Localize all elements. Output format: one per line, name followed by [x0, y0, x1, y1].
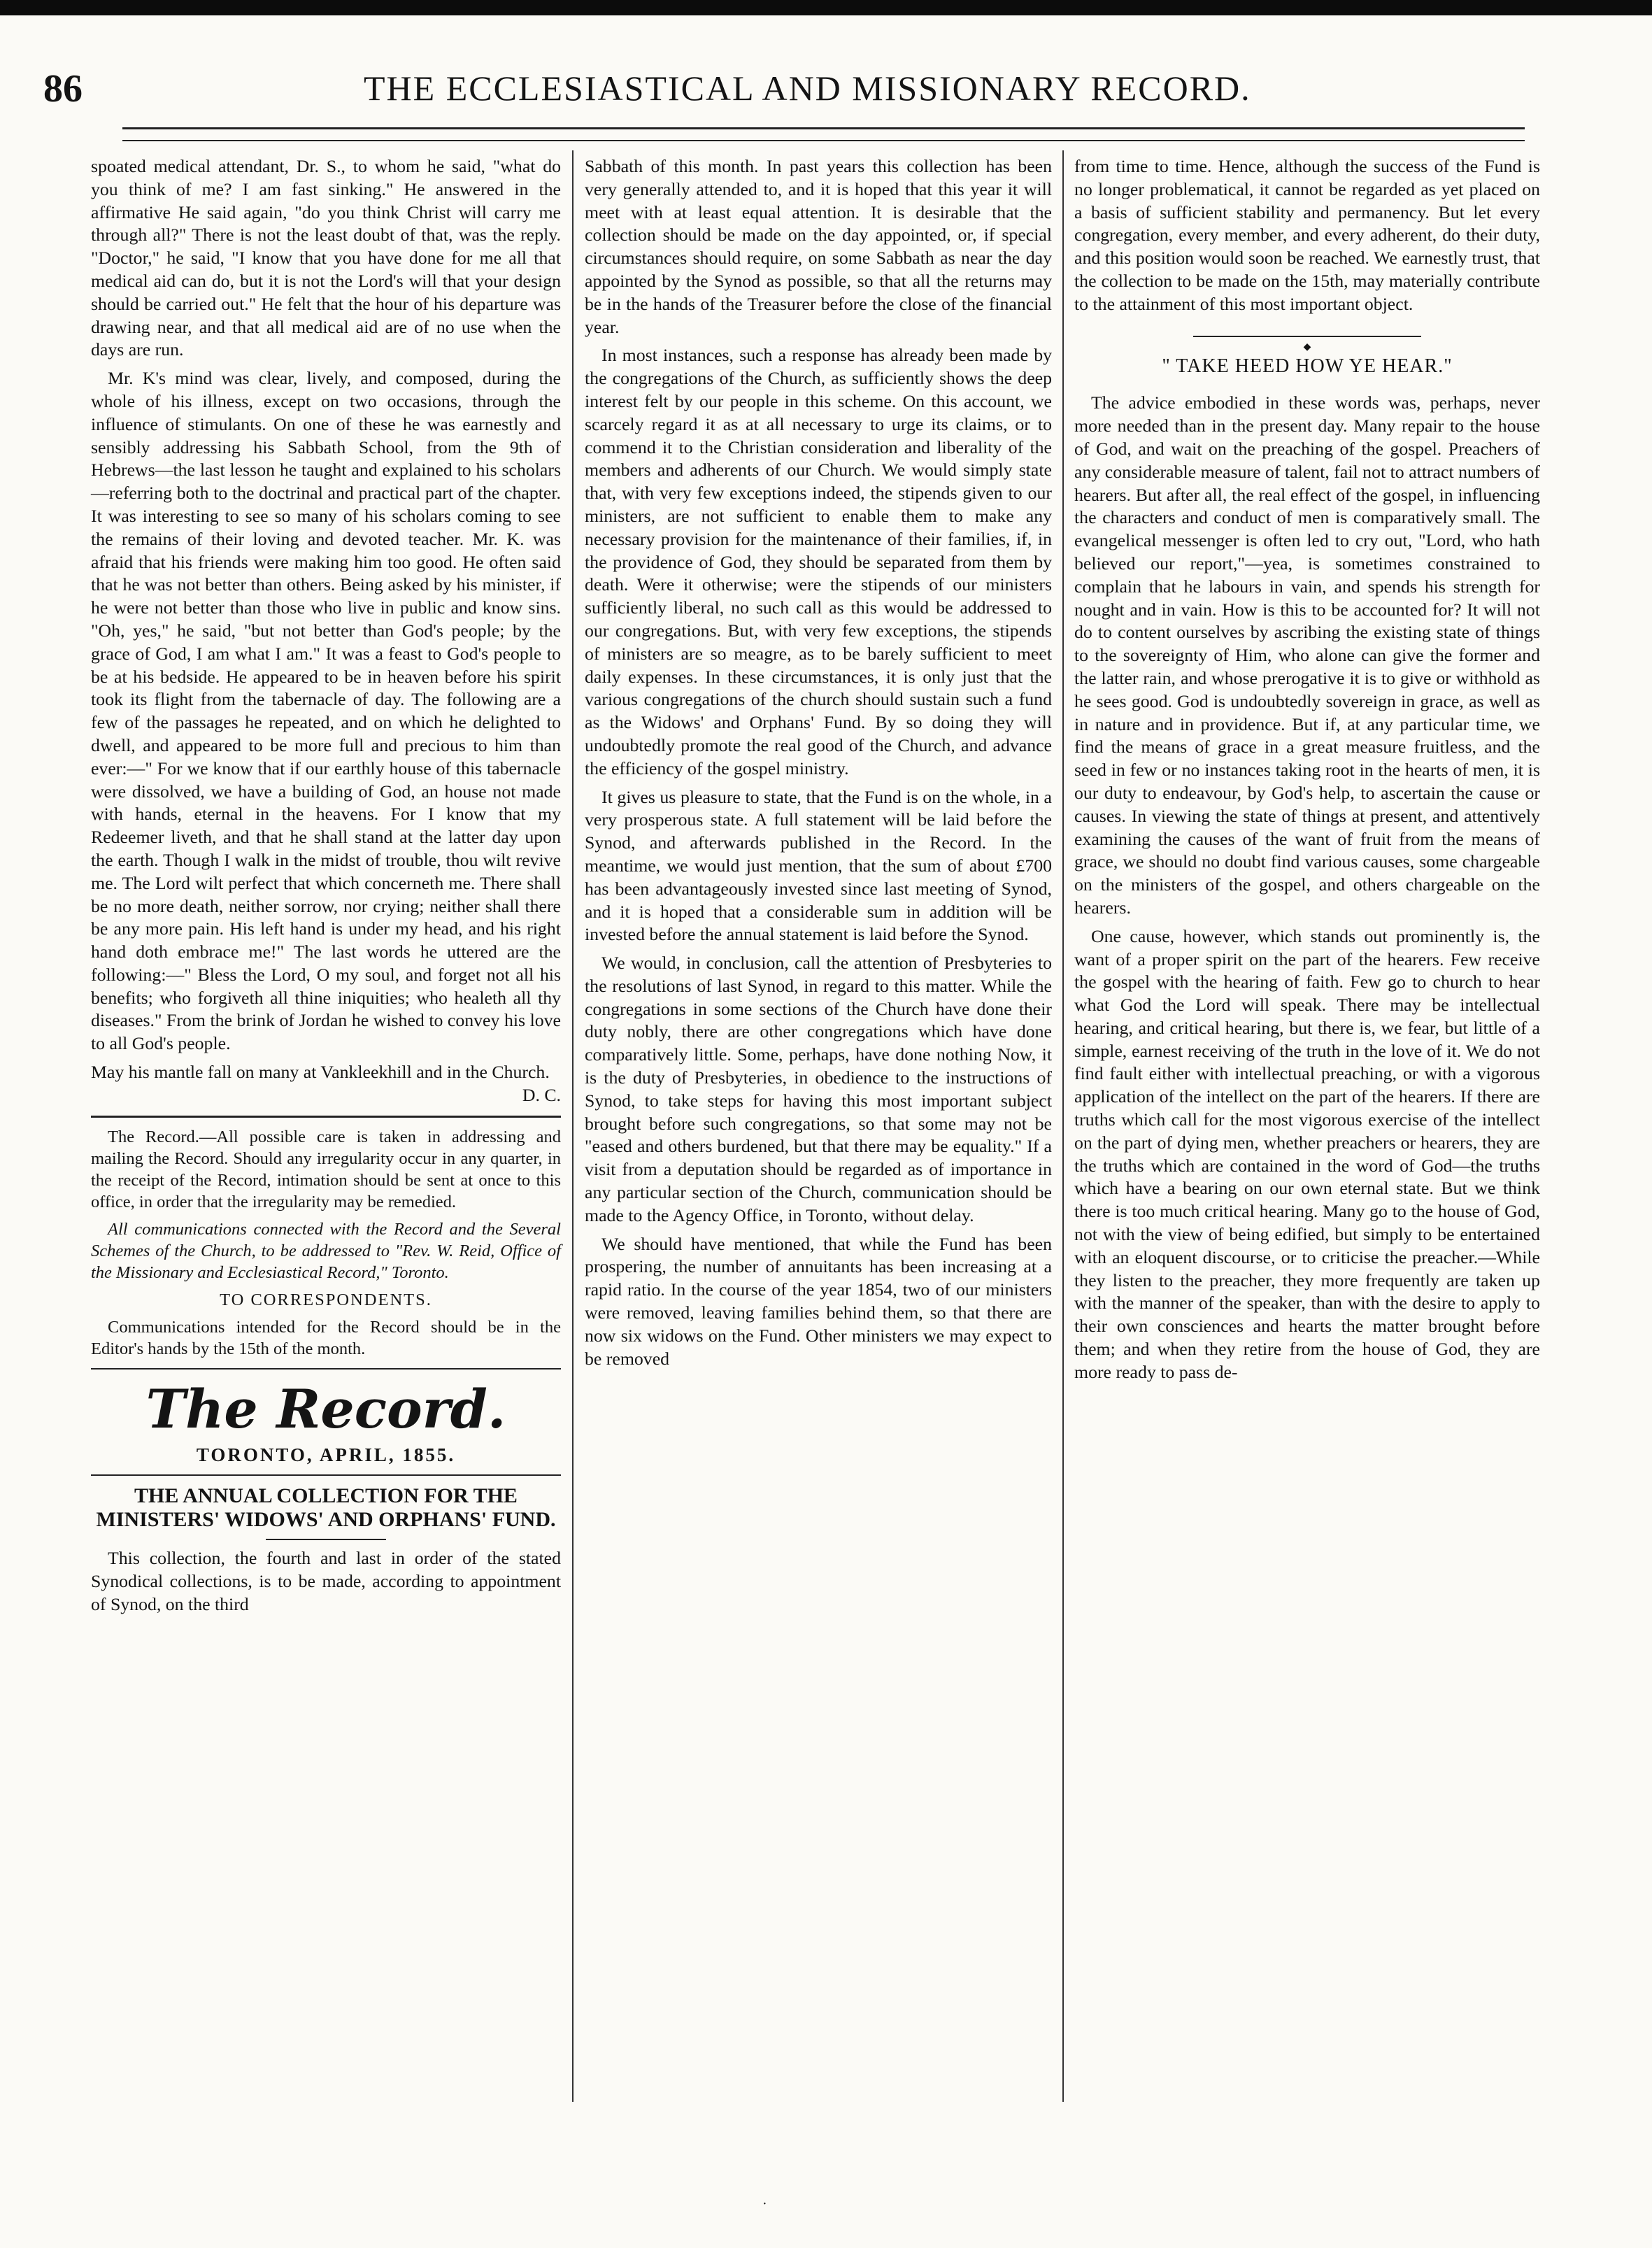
page-number: 86	[43, 67, 83, 111]
running-title: THE ECCLESIASTICAL AND MISSIONARY RECORD.	[364, 69, 1251, 108]
col2-paragraph-1: Sabbath of this month. In past years this collection has been very generally attended to, and it is hoped that this year it will meet with at least equal attention. It is desirable that the collection should be made on the day appointed, or, if special circumstances should require, on some Sabbath as near the day appointed by the Synod as possible, so that all the returns may be in the hands of the Treasurer before the close of the financial year.	[585, 156, 1052, 337]
masthead-rule	[91, 1368, 561, 1370]
col2-paragraph-4: We would, in conclusion, call the attention of Presbyteries to the resolutions of last Synod, in regard to this matter. While the congregations in some sections of the Church have done their duty nobly, there are other congregations which have done comparatively little. Some, perhaps, have done nothing Now, it is the duty of Presbyteries, in obedience to the instructions of Synod, to take steps for having this most important subject brought before such congregations, so that some may not be "eased and others burdened, but that there may be equality." If a visit from a deputation should be regarded as of importance in any particular section of the Church, communication should be made to the Agency Office, in Toronto, without delay.	[585, 953, 1052, 1225]
obituary-paragraph-1: spoated medical attendant, Dr. S., to whom he said, "what do you think of me? I am fast sinking." He answered in the affirmative He said again, "do you think Christ will carry me through all?" There is not the least doubt of that, was the reply. "Doctor," he said, "I know that you have done for me all that medical aid can do, but it is not the Lord's will that your design should be carried out." He felt that the hour of his departure was drawing near, and that all medical aid are of no use when the days are run.	[91, 156, 561, 360]
signature-line	[91, 1084, 561, 1107]
notice-record: The Record.—All possible care is taken in addressing and mailing the Record. Should any irregularity occur in any quarter, in the receipt of the Record, intimation should be sent at once to this office, in order that the irregularity may be remedied.	[91, 1127, 561, 1211]
header-rule	[122, 127, 1525, 129]
header-rule-double	[122, 140, 1525, 141]
page-header	[42, 66, 1609, 122]
col2-paragraph-2: In most instances, such a response has already been made by the congregations of the Church, as sufficiently shows the deep interest felt by our people in this scheme. On this account, we scarcely regard it as at all necessary to urge its claims, or to commend it to the Christian consideration and liberality of the members and adherents of our Church. We would simply state that, with very few exceptions indeed, the stipends given to our ministers, are not sufficient to enable them to make any necessary provision for the maintenance of their families, if, in the providence of God, they should be separated from them by death. Were it otherwise; were the stipends of our ministers sufficiently liberal, no such call as this would be addressed to our congregations. But, with very few exceptions, the stipends of ministers are so meagre, as to be barely sufficient to meet daily expenses. In these circumstances, it is only just that the various congregations of the church should sustain such a fund as the Widows' and Orphans' Fund. By so doing they will undoubtedly promote the real good of the Church, and advance the efficiency of the gospel ministry.	[585, 345, 1052, 778]
article-paragraph-1: This collection, the fourth and last in order of the stated Synodical collections, is to be made, according to appointment of Synod, on the third	[91, 1548, 561, 1615]
article-title: THE ANNUAL COLLECTION FOR THE MINISTERS' WIDOWS' AND ORPHANS' FUND.	[96, 1484, 556, 1532]
column-divider-2	[1062, 150, 1064, 2102]
obituary-closing-text: May his mantle fall on many at Vankleekhill and in the Church.	[91, 1062, 550, 1083]
correspondents-heading: TO CORRESPONDENTS.	[220, 1290, 432, 1309]
notice-communications: All communications connected with the Record and the Several Schemes of the Church, to be addressed to "Rev. W. Reid, Office of the Missionary and Ecclesiastical Record," Toronto.	[91, 1219, 561, 1282]
correspondents-text: Communications intended for the Record should be in the Editor's hands by the 15th of the month.	[91, 1317, 561, 1358]
column-divider-1	[572, 150, 574, 2102]
col3-paragraph-1: from time to time. Hence, although the success of the Fund is no longer problematical, it cannot be regarded as yet placed on a basis of sufficient stability and permanency. But let every congregation, every member, and every adherent, do their duty, and this position would soon be reached. We earnestly trust, that the collection to be made on the 15th, may materially contribute to the attainment of this most important object.	[1074, 156, 1540, 314]
masthead: The Record.	[145, 1377, 506, 1440]
scan-top-border	[0, 0, 1652, 15]
ornament-divider: ◆	[1074, 333, 1540, 340]
dateline: TORONTO, APRIL, 1855.	[196, 1444, 456, 1465]
dateline-rule	[91, 1474, 561, 1476]
section-rule	[91, 1116, 561, 1118]
column-1	[91, 155, 561, 1622]
obituary-paragraph-2: Mr. K's mind was clear, lively, and composed, during the whole of his illness, except on two occasions, through the influence of stimulants. On one of these he was earnestly and sensibly addressing his Sabbath School, from the 9th of Hebrews—the last lesson he taught and explained to his scholars—referring both to the doctrinal and practical part of the chapter. It was interesting to see so many of his scholars coming to see the remains of their loving and devoted teacher. Mr. K. was afraid that his friends were making him too good. He often said that he was not better than others. Being asked by his minister, if he were not better than those who live in public and know sins. "Oh, yes," he said, "but not better than God's people; by the grace of God, I am what I am." It was a feast to God's people to be at his bedside. He appeared to be in heaven before his spirit took its flight from the tabernacle of day. The following are a few of the passages he repeated, and on which he delighted to dwell, and appeared to be more full and precious to him than ever:—" For we know that if our earthly house of this tabernacle were dissolved, we have a building of God, an house not made with hands, eternal in the heavens. For I know that my Redeemer liveth, and that he shall stand at the latter day upon the earth. Though I walk in the midst of trouble, thou wilt revive me. The Lord wilt perfect that which concerneth me. There shall be no more death, neither sorrow, nor crying; neither shall there be any more pain. His left hand is under my head, and his right hand doth embrace me!" The last words he uttered are the following:—" Bless the Lord, O my soul, and forget not all his benefits; who forgiveth all thine iniquities; who healeth all thy diseases." From the brink of Jordan he wished to convey his love to all God's people.	[91, 368, 561, 1054]
section-title-take-heed: " TAKE HEED HOW YE HEAR."	[1162, 355, 1453, 377]
col3-paragraph-3: One cause, however, which stands out prominently is, the want of a proper spirit on the part of the hearers. Few receive the gospel with the hearing of faith. Few go to church to hear what God the Lord will speak. There may be intellectual hearing, and critical hearing, but there is, we fear, but little of a simple, earnest receiving of the truth in the love of it. We do not find fault either with intellectual preaching, or with a vigorous application of the intellect on the part of the hearers. If there are truths which call for the most vigorous exercise of the intellect on the part of dying men, whether preachers or hearers, they are the truths which are contained in the word of God—the truths which have a bearing on our own eternal state. But we think there is too much critical hearing. Many go to the house of God, not with the view of being edified, but simply to be entertained with an eloquent discourse, or to criticise the preacher.—While they listen to the preacher, they more frequently are taken up with the manner of the speaker, than with the desire to apply to their own consciences and hearts the matter brought before them; and when they retire from the house of God, they are more ready to pass de-	[1074, 925, 1540, 1382]
col2-paragraph-5: We should have mentioned, that while the Fund has been prospering, the number of annuitants has been increasing at a rapid ratio. In the course of the year 1854, two of our ministers were removed, leaving families behind them, so that there are now six widows on the Fund. Other ministers we may expect to be removed	[585, 1233, 1052, 1369]
signature: D. C.	[522, 1084, 561, 1105]
col3-paragraph-2: The advice embodied in these words was, perhaps, never more needed than in the present day. Many repair to the house of God, and wait on the preaching of the gospel. Preachers of any considerable measure of talent, fail not to attract numbers of hearers. But after all, the real effect of the gospel, in influencing the characters and conduct of men is comparatively small. The evangelical messenger is often led to cry out, "Lord, who hath believed our report,"—yea, is sometimes constrained to complain that he labours in vain, and spends his strength for nought and in vain. How is this to be accounted for? It will not do to content ourselves by ascribing the existing state of things to the sovereignty of Him, who alone can give the former and the latter rain, and whose prerogative it is to give or withhold as he sees good. God is undoubtedly sovereign in grace, as well as in nature and in providence. But if, at any particular time, we find the means of grace in a great measure fruitless, and the seed in few or no instances taking root in the hearts of men, it is our duty to endeavour, by God's help, to ascertain the cause or causes. In viewing the state of things at present, and attentively examining the causes of the want of fruit from the means of grace, we should no doubt find various causes, some chargeable on the ministers of the gospel, and others chargeable on the hearers.	[1074, 392, 1540, 918]
title-rule	[266, 1539, 386, 1540]
column-3	[1074, 155, 1540, 1390]
obituary-closing	[91, 1061, 561, 1084]
column-2	[585, 155, 1052, 1376]
scan-speck: ·	[762, 2196, 767, 2212]
col2-paragraph-3: It gives us pleasure to state, that the Fund is on the whole, in a very prosperous state. A full statement will be laid before the Synod, and afterwards published in the Record. In the meantime, we would just mention, that the sum of about £700 has been advantageously invested since last meeting of Synod, and it is hoped that a considerable sum in addition will be invested before the annual statement is laid before the Synod.	[585, 786, 1052, 945]
